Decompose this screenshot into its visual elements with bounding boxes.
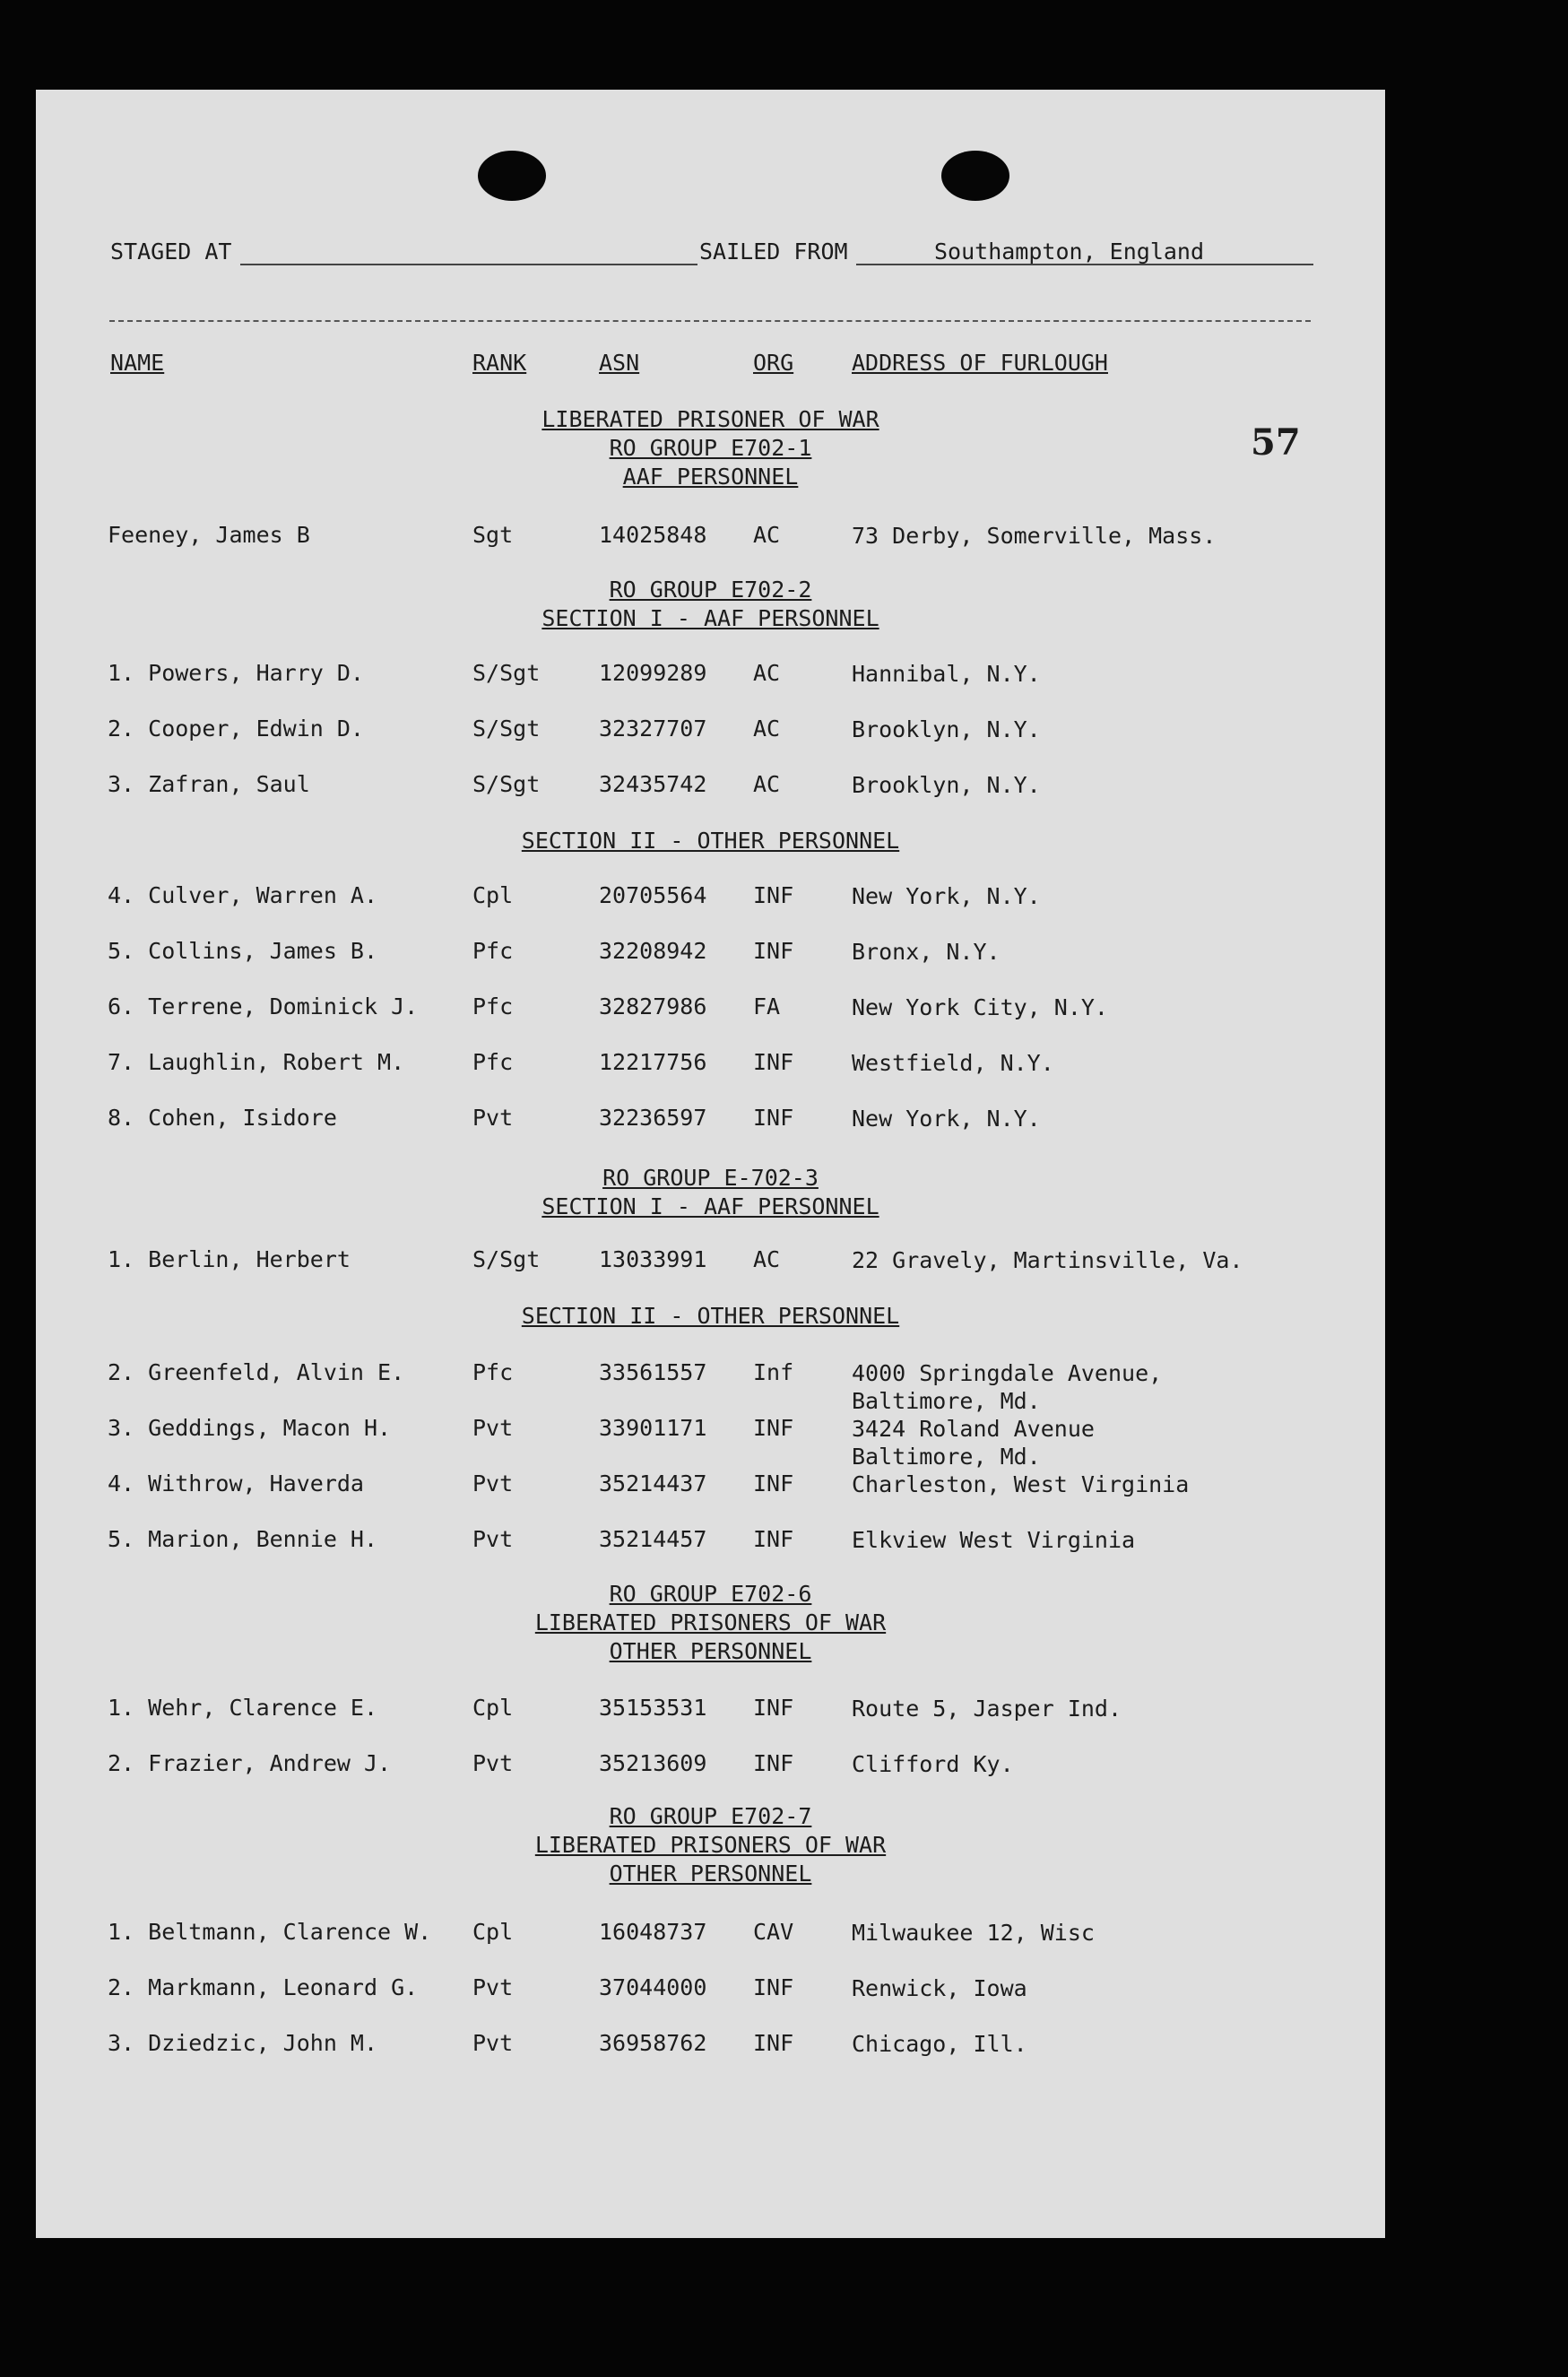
- sailed-from-value: Southampton, England: [934, 239, 1205, 265]
- table-row: 1. Wehr, Clarence E. Cpl 35153531 INF Route 5, Jasper Ind.: [108, 1695, 1122, 1722]
- table-row: 3. Zafran, Saul S/Sgt 32435742 AC Brooklyn, N.Y.: [108, 771, 1041, 798]
- table-row: 1. Powers, Harry D. S/Sgt 12099289 AC Hannibal, N.Y.: [108, 660, 1041, 687]
- page-number: 57: [1251, 421, 1301, 464]
- col-header-address: ADDRESS OF FURLOUGH: [852, 350, 1108, 376]
- col-header-org: ORG: [753, 350, 794, 376]
- table-row: 6. Terrene, Dominick J. Pfc 32827986 FA New York City, N.Y.: [108, 993, 1108, 1020]
- section-heading: SECTION II - OTHER PERSONNEL: [521, 828, 900, 854]
- table-row: 2. Frazier, Andrew J. Pvt 35213609 INF Clifford Ky.: [108, 1750, 1014, 1777]
- section-heading: SECTION II - OTHER PERSONNEL: [521, 1303, 900, 1329]
- table-row: 5. Marion, Bennie H. Pvt 35214457 INF Elkview West Virginia: [108, 1526, 1136, 1553]
- table-row: 3. Geddings, Macon H. Pvt 33901171 INF 3424 Roland Avenue Baltimore, Md.: [108, 1415, 1095, 1470]
- table-row: 8. Cohen, Isidore Pvt 32236597 INF New York, N.Y.: [108, 1105, 1041, 1132]
- table-row: 2. Greenfeld, Alvin E. Pfc 33561557 Inf 4000 Springdale Avenue, Baltimore, Md.: [108, 1359, 1163, 1414]
- table-row: 2. Markmann, Leonard G. Pvt 37044000 INF Renwick, Iowa: [108, 1974, 1027, 2001]
- punch-hole-right: [941, 151, 1009, 201]
- staged-at-blank: [240, 264, 697, 265]
- table-row: 2. Cooper, Edwin D. S/Sgt 32327707 AC Brooklyn, N.Y.: [108, 716, 1041, 742]
- col-header-rank: RANK: [472, 350, 527, 376]
- header-divider: [109, 320, 1311, 322]
- staged-at-label: STAGED AT: [110, 239, 232, 265]
- section-heading: RO GROUP E702-7 LIBERATED PRISONERS OF WAR OTHER PERSONNEL: [534, 1803, 887, 1887]
- section-heading: RO GROUP E702-2 SECTION I - AAF PERSONNEL: [541, 577, 879, 631]
- table-row: 1. Berlin, Herbert S/Sgt 13033991 AC 22 Gravely, Martinsville, Va.: [108, 1246, 1243, 1273]
- section-heading: LIBERATED PRISONER OF WAR RO GROUP E702-1 AAF PERSONNEL: [541, 406, 879, 490]
- col-header-name: NAME: [110, 350, 165, 376]
- section-heading: RO GROUP E-702-3 SECTION I - AAF PERSONNEL: [541, 1165, 879, 1219]
- section-heading: RO GROUP E702-6 LIBERATED PRISONERS OF WAR OTHER PERSONNEL: [534, 1581, 887, 1664]
- table-row: 4. Withrow, Haverda Pvt 35214437 INF Charleston, West Virginia: [108, 1470, 1190, 1497]
- table-row: 4. Culver, Warren A. Cpl 20705564 INF New York, N.Y.: [108, 882, 1041, 909]
- table-row: 3. Dziedzic, John M. Pvt 36958762 INF Chicago, Ill.: [108, 2030, 1027, 2057]
- punch-hole-left: [478, 151, 546, 201]
- document-page: [36, 90, 1385, 2238]
- table-row: 5. Collins, James B. Pfc 32208942 INF Bronx, N.Y.: [108, 938, 1001, 965]
- table-row: Feeney, James B Sgt 14025848 AC 73 Derby, Somerville, Mass.: [108, 522, 1217, 549]
- table-row: 1. Beltmann, Clarence W. Cpl 16048737 CAV Milwaukee 12, Wisc: [108, 1919, 1095, 1946]
- table-row: 7. Laughlin, Robert M. Pfc 12217756 INF Westfield, N.Y.: [108, 1049, 1054, 1076]
- col-header-asn: ASN: [599, 350, 640, 376]
- sailed-from-label: SAILED FROM: [699, 239, 848, 265]
